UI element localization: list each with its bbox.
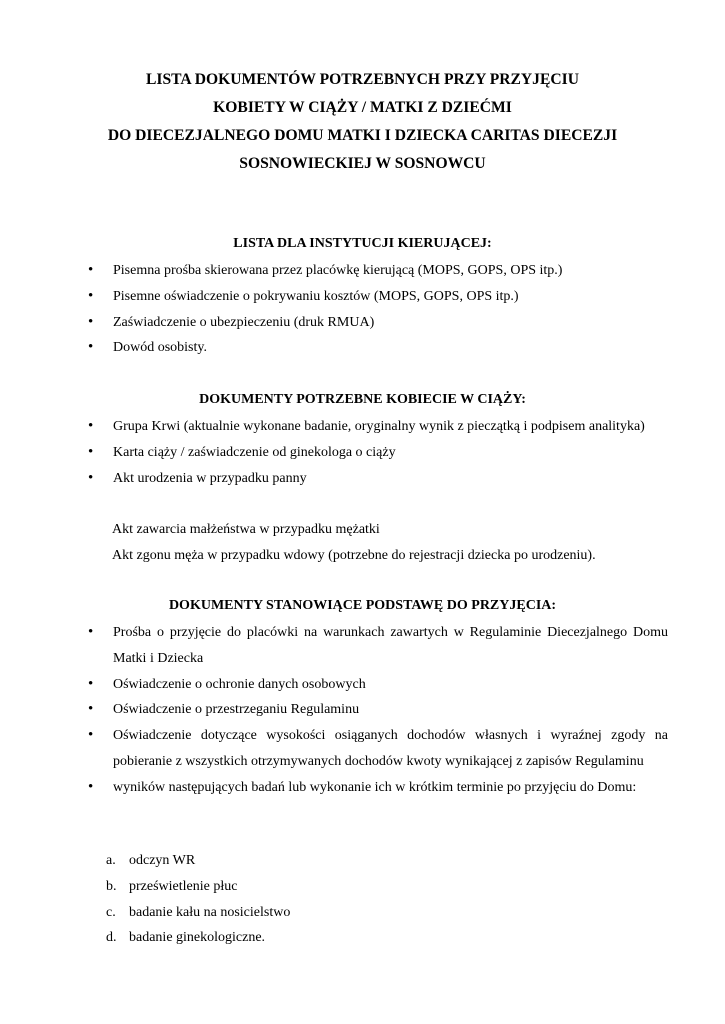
birth-certificate-alternatives (112, 517, 672, 569)
list-item: • Karta ciąży / zaświadczenie od ginekologa o ciąży (88, 440, 668, 466)
title-line: DO DIECEZJALNEGO DOMU MATKI I DZIECKA CARITAS DIECEZJI (107, 127, 618, 144)
sub-list-marker: c. (106, 904, 116, 920)
list-item: • Prośba o przyjęcie do placówki na warunkach zawartych w Regulaminie Diecezjalnego Domu Matki i Dziecka (88, 620, 668, 672)
sub-list-marker: a. (106, 853, 116, 868)
sub-list-item (106, 874, 506, 900)
section-heading-pregnant: DOKUMENTY POTRZEBNE KOBIECIE W CIĄŻY: (199, 392, 526, 407)
list-item: • Zaświadczenie o ubezpieczeniu (druk RMUA) (88, 310, 668, 336)
list-item: • Dowód osobisty. (88, 335, 668, 361)
list-item: • Grupa Krwi (aktualnie wykonane badanie, oryginalny wynik z pieczątką i podpisem analityka) (88, 414, 668, 440)
sub-list-item (106, 900, 506, 926)
medical-tests-list (106, 848, 506, 951)
sub-list-text: badanie kału na nosicielstwo (129, 904, 291, 920)
list-item: • wyników następujących badań lub wykonanie ich w krótkim terminie po przyjęciu do Domu: (88, 775, 668, 801)
list-item: • Oświadczenie o przestrzeganiu Regulaminu (88, 697, 668, 723)
admission-document-list (88, 620, 668, 801)
list-item: • Akt urodzenia w przypadku panny (88, 466, 668, 492)
pregnant-document-list (88, 414, 668, 491)
institution-document-list (88, 258, 668, 361)
list-item-continuation: Akt zawarcia małżeństwa w przypadku mężatki (112, 522, 380, 537)
sub-list-text: odczyn WR (129, 853, 196, 868)
list-item: • Oświadczenie dotyczące wysokości osiąganych dochodów własnych i wyraźnej zgody na pobieranie z wszystkich otrzymywanych dochodów kwoty wynikającej z zapisów Regulaminu (88, 723, 668, 775)
title-line: SOSNOWIECKIEJ W SOSNOWCU (239, 155, 486, 172)
sub-list-item (106, 848, 506, 874)
document-title (0, 66, 725, 178)
title-line: KOBIETY W CIĄŻY / MATKI Z DZIEĆMI (213, 99, 512, 116)
title-line: LISTA DOKUMENTÓW POTRZEBNYCH PRZY PRZYJĘCIU (146, 71, 579, 88)
section-heading-institution: LISTA DLA INSTYTUCJI KIERUJĄCEJ: (233, 236, 492, 251)
list-item: • Pisemna prośba skierowana przez placówkę kierującą (MOPS, GOPS, OPS itp.) (88, 258, 668, 284)
sub-list-item (106, 925, 506, 951)
list-item: • Oświadczenie o ochronie danych osobowych (88, 672, 668, 698)
sub-list-text: badanie ginekologiczne. (129, 930, 266, 946)
section-heading-admission: DOKUMENTY STANOWIĄCE PODSTAWĘ DO PRZYJĘCIA: (168, 598, 557, 613)
list-item: • Pisemne oświadczenie o pokrywaniu kosztów (MOPS, GOPS, OPS itp.) (88, 284, 668, 310)
sub-list-marker: b. (106, 878, 117, 894)
sub-list-marker: d. (106, 930, 117, 946)
sub-list-text: prześwietlenie płuc (129, 878, 238, 894)
list-item-continuation: Akt zgonu męża w przypadku wdowy (potrzebne do rejestracji dziecka po urodzeniu). (112, 547, 596, 563)
